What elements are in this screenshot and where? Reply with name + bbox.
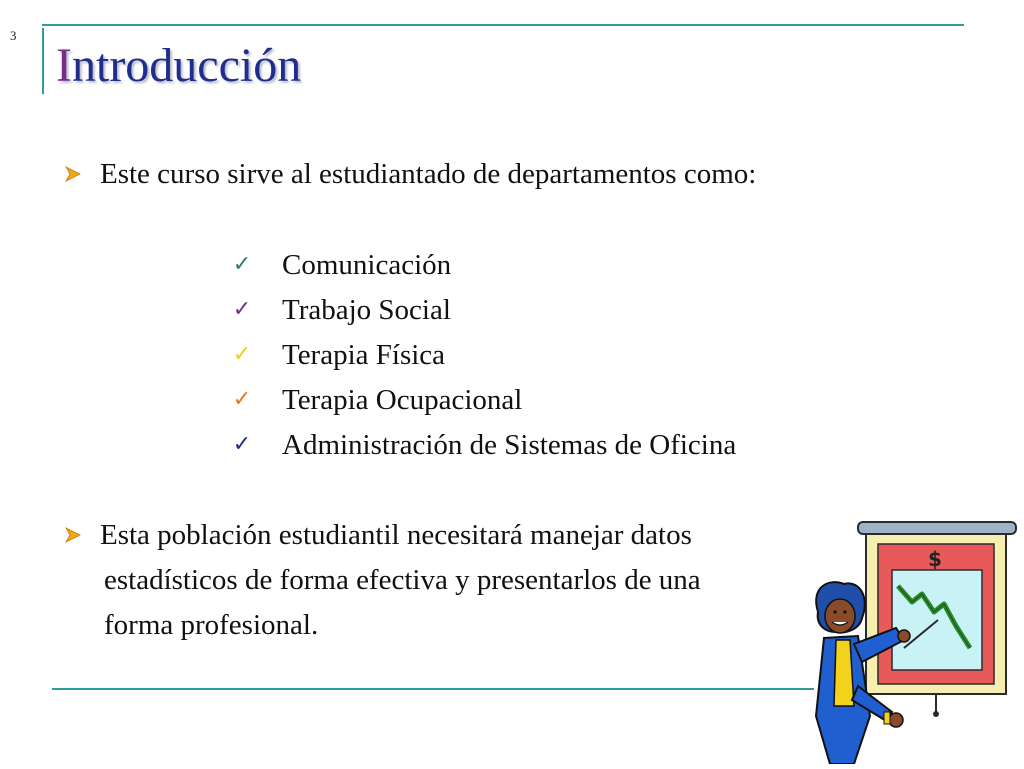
bullet-text-line-3: forma profesional.	[104, 609, 319, 641]
slide-title	[56, 36, 301, 96]
footer-rule	[52, 688, 814, 690]
department-label: Terapia Física	[282, 339, 446, 371]
department-label: Comunicación	[282, 249, 452, 281]
title-rest: ntroducción	[71, 39, 302, 92]
check-icon: ✓	[232, 432, 252, 457]
department-label: Administración de Sistemas de Oficina	[282, 429, 737, 461]
check-icon: ✓	[232, 252, 252, 277]
arrow-bullet-icon	[64, 152, 86, 196]
title-left-rule	[42, 28, 44, 94]
bullet-text: Este curso sirve al estudiantado de departamentos como:	[100, 158, 757, 190]
department-item	[232, 288, 451, 332]
department-label: Terapia Ocupacional	[282, 384, 523, 416]
dollar-sign-icon: $	[928, 547, 942, 571]
title-first-letter: I	[56, 39, 72, 92]
department-item	[232, 243, 451, 287]
bullet-text-line-2: estadísticos de forma efectiva y presentarlos de una	[104, 564, 701, 596]
presenter-with-chart-icon	[800, 516, 1020, 764]
check-icon: ✓	[232, 387, 252, 412]
bullet-item-2	[64, 513, 692, 557]
bullet-item-1	[64, 152, 756, 196]
department-item	[232, 378, 522, 422]
arrow-bullet-icon	[64, 513, 86, 557]
bullet-text-line-1: Esta población estudiantil necesitará manejar datos	[100, 519, 692, 551]
check-icon: ✓	[232, 342, 252, 367]
check-icon: ✓	[232, 297, 252, 322]
title-top-rule	[42, 24, 964, 26]
department-item	[232, 333, 445, 377]
department-item	[232, 423, 736, 467]
slide-number: 3	[10, 28, 17, 43]
department-label: Trabajo Social	[282, 294, 451, 326]
